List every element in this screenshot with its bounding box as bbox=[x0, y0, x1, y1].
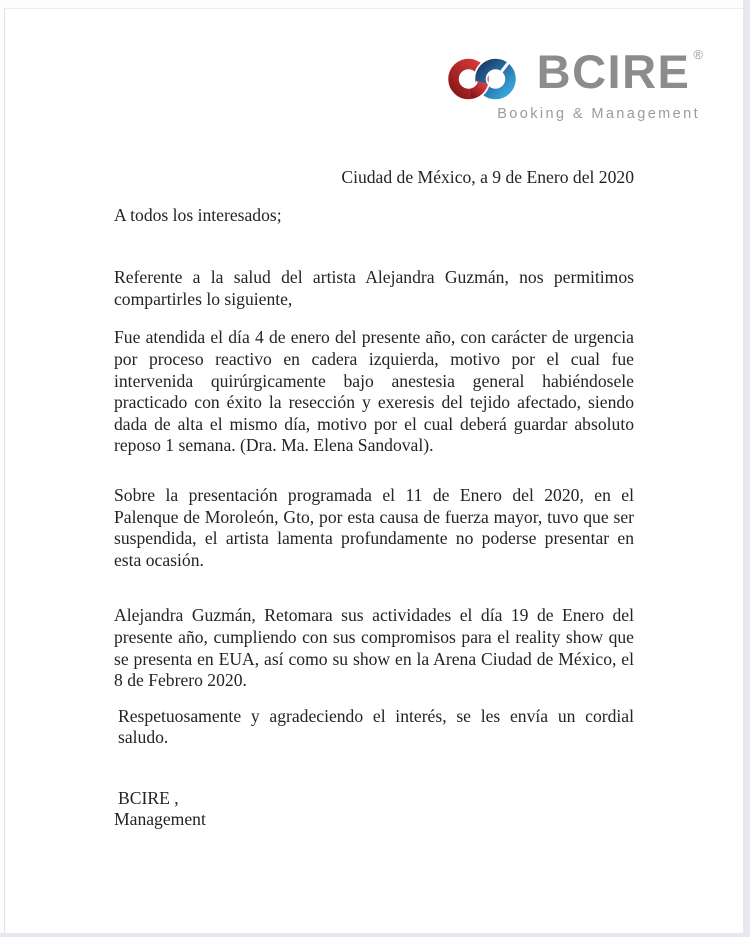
signature-company: BCIRE , bbox=[118, 787, 179, 808]
salutation: A todos los interesados; bbox=[114, 204, 282, 225]
paragraph-resume-activities: Alejandra Guzmán, Retomara sus actividades el día 19 de Enero del presente año, cumpliendo con sus compromisos para el reality show que se presenta en EUA, así como su show en la Arena Ciudad de México, el 8 de Febrero 2020. bbox=[114, 605, 634, 691]
paragraph-show-cancellation: Sobre la presentación programada el 11 de Enero del 2020, en el Palenque de Moroleón, Gto, por esta causa de fuerza mayor, tuvo que ser suspendida, el artista lamenta profundamente no poderse presentar en esta ocasión. bbox=[114, 484, 634, 570]
date-line: Ciudad de México, a 9 de Enero del 2020 bbox=[341, 167, 634, 187]
paragraph-intro: Referente a la salud del artista Alejandra Guzmán, nos permitimos compartirles lo siguiente, bbox=[114, 267, 634, 309]
registered-trademark-icon: ® bbox=[693, 47, 703, 62]
bcire-infinity-rings-icon bbox=[448, 53, 530, 105]
photo-edge-right bbox=[743, 0, 750, 937]
logo-row bbox=[448, 46, 703, 105]
paragraph-medical-report: Fue atendida el día 4 de enero del presente año, con carácter de urgencia por proceso reactivo en cadera izquierda, motivo por el cual fue intervenida quirúrgicamente bajo anestesia general habiéndosele practicado con éxito la resección y exeresis del tejido afectado, siendo dada de alta el mismo día, motivo por el cual deberá guardar absoluto reposo 1 semana. (Dra. Ma. Elena Sandoval). bbox=[114, 327, 634, 456]
signature-role: Management bbox=[114, 808, 206, 829]
closing-line: Respetuosamente y agradeciendo el interés, se les envía un cordial saludo. bbox=[118, 705, 634, 748]
bcire-logo bbox=[5, 9, 743, 122]
photo-edge-bottom bbox=[0, 933, 750, 937]
signature-block bbox=[114, 788, 634, 830]
logo-tagline: Booking & Management bbox=[497, 106, 700, 122]
logo-wordmark: BCIRE bbox=[536, 45, 691, 98]
letter-page bbox=[4, 8, 743, 933]
letter-body bbox=[114, 167, 634, 830]
